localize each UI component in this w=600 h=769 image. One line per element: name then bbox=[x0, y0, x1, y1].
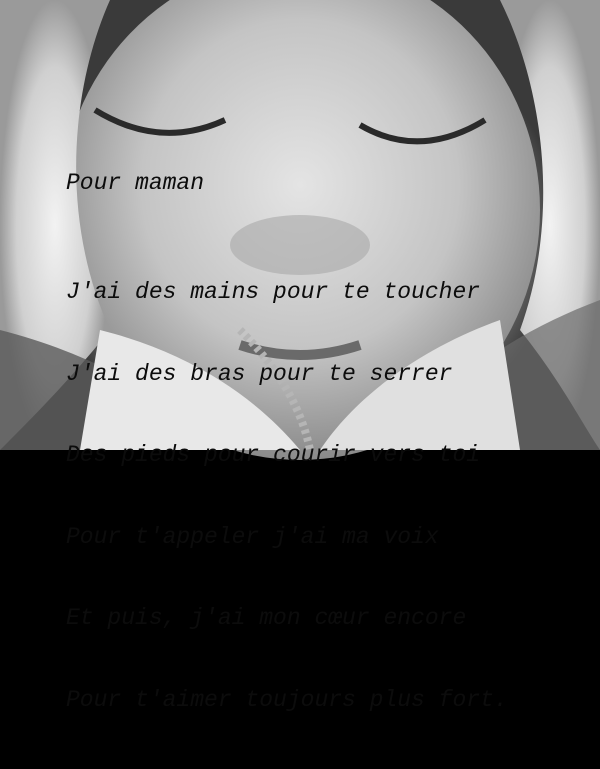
poem-line: Pour t'appeler j'ai ma voix bbox=[66, 523, 439, 550]
poem-line: Et puis, j'ai mon cœur encore bbox=[66, 605, 467, 632]
poem-line: J'ai des mains pour te toucher bbox=[66, 279, 481, 306]
poem-line: Pour t'aimer toujours plus fort. bbox=[66, 687, 508, 714]
poem-text bbox=[66, 116, 508, 769]
poem-line: Des pieds pour courir vers toi bbox=[66, 442, 481, 469]
poem-title: Pour maman bbox=[66, 170, 205, 197]
poem-line: J'ai des bras pour te serrer bbox=[66, 360, 453, 387]
